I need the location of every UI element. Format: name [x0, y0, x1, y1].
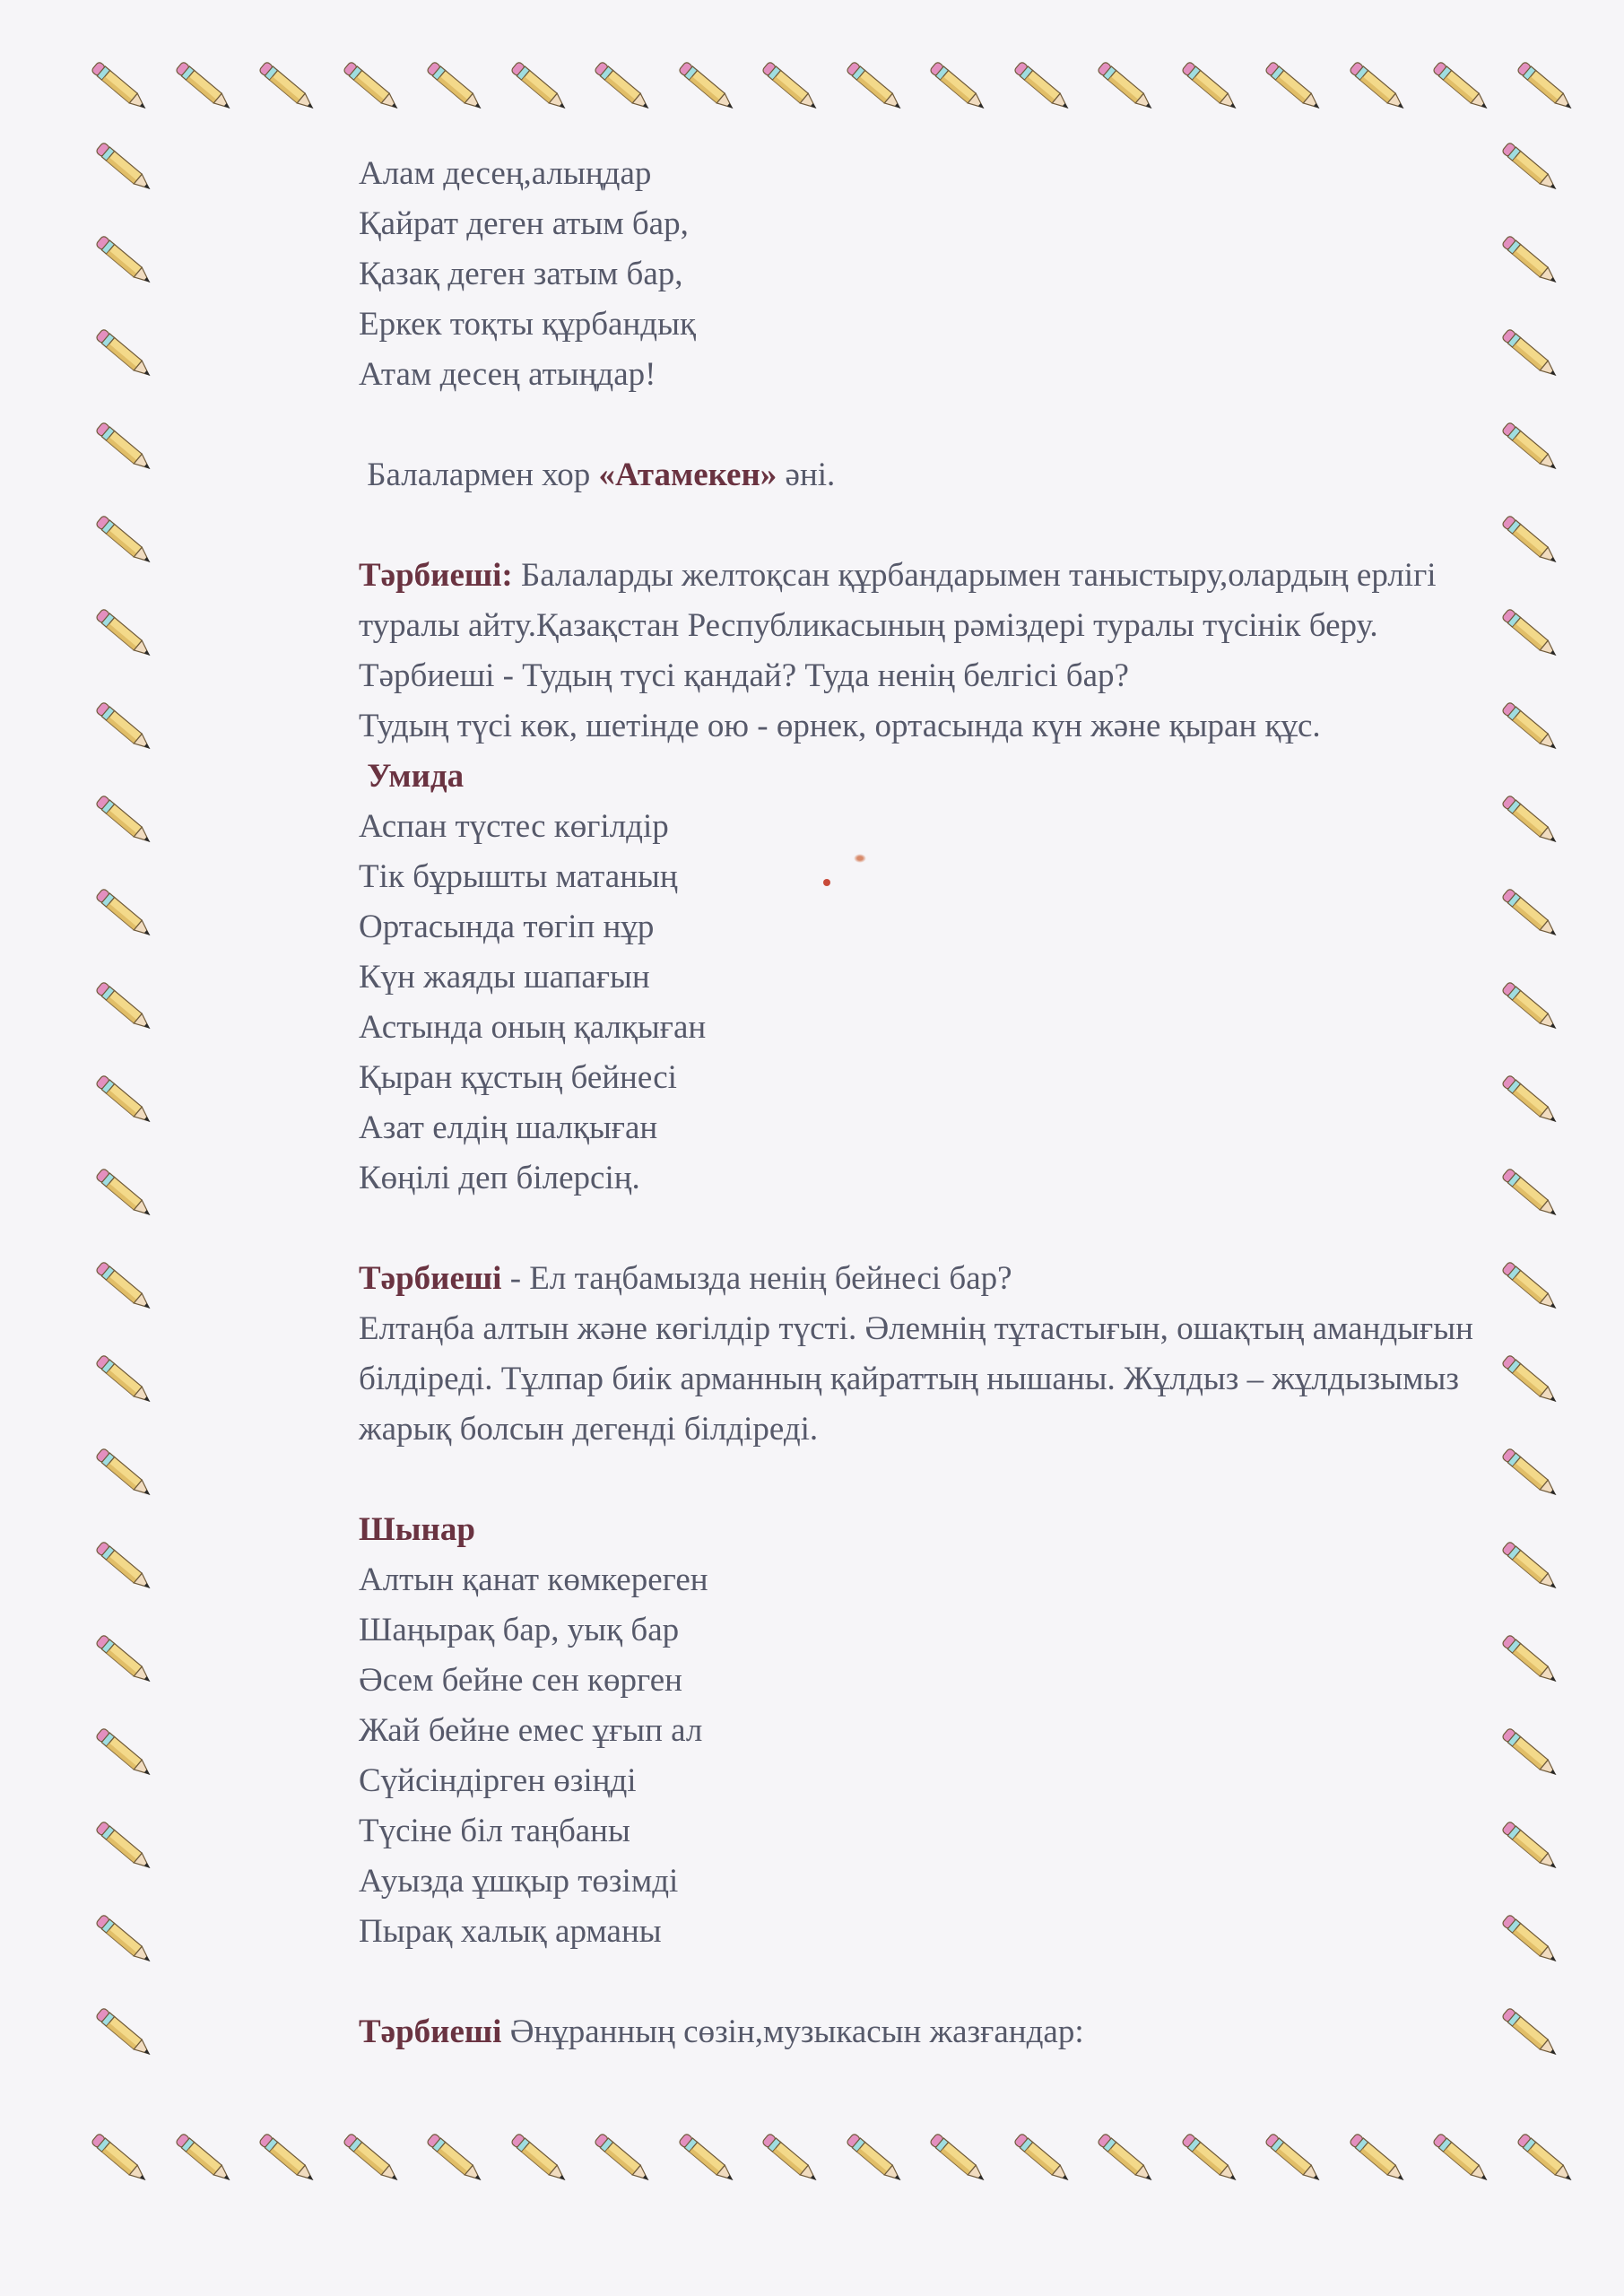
pencil-icon: [90, 1345, 161, 1417]
pencil-icon: [90, 879, 161, 951]
pencil-icon: [337, 52, 409, 124]
speaker-label: Тәрбиеші: [359, 2013, 502, 2050]
verse-line: Шаңырақ бар, уық бар: [359, 1612, 680, 1648]
pencil-icon: [337, 2124, 409, 2196]
verse-line: Аспан түстес көгілдір: [359, 808, 669, 845]
pencil-icon: [924, 52, 995, 124]
pencil-icon: [1427, 2124, 1498, 2196]
pencil-icon: [90, 1252, 161, 1324]
verse-line: Алам десең,алыңдар: [359, 155, 652, 192]
pencil-icon: [90, 1159, 161, 1231]
pencil-icon: [90, 1812, 161, 1883]
flag-answer: Тудың түсі көк, шетінде ою - өрнек, ортасында күн және қыран құс.: [359, 708, 1321, 744]
verse-line: Тік бұрышты матаның: [359, 858, 678, 895]
pencil-icon: [90, 1439, 161, 1510]
verse-line: Ауызда ұшқыр төзімді: [359, 1863, 679, 1900]
pencil-icon: [90, 226, 161, 298]
pencil-icon: [1511, 2124, 1583, 2196]
pencil-icon: [90, 972, 161, 1044]
verse-3: [359, 1555, 1515, 1957]
pencil-icon: [90, 1625, 161, 1697]
verse-line: Көңілі деп білерсің.: [359, 1160, 640, 1196]
pencil-icon: [421, 2124, 492, 2196]
anthem-line-text: Әнұранның сөзін,музыкасын жазғандар:: [501, 2013, 1084, 2050]
verse-line: Түсіне біл таңбаны: [359, 1813, 630, 1849]
verse-line: Әсем бейне сен көрген: [359, 1662, 682, 1699]
pencil-icon: [90, 692, 161, 764]
emblem-answer: Елтаңба алтын және көгілдір түсті. Әлемнің тұтастығын, ошақтың амандығын білдіреді. Тұлпар биік арманның қайраттың нышаны. Жұлдыз – жұлдызымыз жарық болсын дегенді білдіреді.: [359, 1310, 1473, 1448]
verse-line: Атам десең атыңдар!: [359, 356, 656, 393]
pencil-icon: [840, 2124, 912, 2196]
emblem-question: [359, 1254, 1515, 1304]
verse-2: [359, 802, 1515, 1204]
pencil-icon: [90, 1065, 161, 1137]
pencil-icon: [90, 786, 161, 857]
teacher-intro-text: Балаларды желтоқсан құрбандарымен таныстыру,олардың ерлігі туралы айту.Қазақстан Республикасының рәміздері туралы түсінік беру.: [359, 557, 1437, 644]
pencil-icon: [253, 2124, 325, 2196]
speaker-label: Шынар: [359, 1511, 475, 1548]
pencil-icon: [1259, 2124, 1331, 2196]
pencil-icon: [1008, 2124, 1080, 2196]
pencil-icon: [85, 52, 157, 124]
pencil-icon: [90, 1718, 161, 1790]
pencil-icon: [673, 2124, 744, 2196]
pencil-icon: [1091, 52, 1163, 124]
speaker-label: Умида: [359, 758, 465, 795]
pencil-icon: [756, 52, 828, 124]
pencil-icon: [588, 2124, 660, 2196]
pencil-icon: [90, 506, 161, 578]
verse-line: Ортасында төгіп нұр: [359, 909, 655, 945]
pencil-icon: [90, 1998, 161, 2070]
pencil-icon: [1343, 2124, 1415, 2196]
pencil-icon: [90, 413, 161, 484]
verse-line: Алтын қанат көмкереген: [359, 1561, 708, 1598]
emblem-question-text: - Ел таңбамызда ненің бейнесі бар?: [501, 1260, 1012, 1297]
pencil-icon: [1008, 52, 1080, 124]
pencil-icon: [169, 2124, 241, 2196]
pencil-icon: [588, 52, 660, 124]
pencil-icon: [85, 2124, 157, 2196]
anthem-line: [359, 2007, 1515, 2057]
verse-1: [359, 149, 1515, 400]
pencil-icon: [673, 52, 744, 124]
pencil-icon: [1259, 52, 1331, 124]
pencil-icon: [90, 1532, 161, 1604]
pencil-icon: [90, 133, 161, 204]
pencil-icon: [1176, 52, 1247, 124]
verse-line: Күн жаяды шапағын: [359, 959, 650, 996]
verse-line: Қайрат деген атым бар,: [359, 205, 689, 242]
pencil-icon: [924, 2124, 995, 2196]
pencil-icon: [90, 1905, 161, 1977]
choir-line: [359, 450, 1515, 500]
pencil-icon: [421, 52, 492, 124]
song-title: «Атамекен»: [598, 457, 777, 493]
verse-line: Сүйсіндірген өзіңді: [359, 1762, 637, 1799]
pencil-icon: [505, 2124, 577, 2196]
choir-suffix: әні.: [777, 457, 836, 493]
pencil-icon: [253, 52, 325, 124]
pencil-icon: [169, 52, 241, 124]
verse-line: Еркек тоқты құрбандық: [359, 306, 696, 343]
verse-line: Астында оның қалқыған: [359, 1009, 707, 1046]
pencil-icon: [90, 599, 161, 671]
teacher-intro: [359, 551, 1515, 651]
verse-line: Қазақ деген затым бар,: [359, 256, 683, 292]
pencil-icon: [1343, 52, 1415, 124]
pencil-icon: [756, 2124, 828, 2196]
pencil-icon: [1511, 52, 1583, 124]
pencil-icon: [1427, 52, 1498, 124]
pencil-icon: [1091, 2124, 1163, 2196]
verse-line: Қыран құстың бейнесі: [359, 1059, 677, 1096]
document-body: [359, 149, 1515, 2057]
pencil-icon: [840, 52, 912, 124]
verse-line: Жай бейне емес ұғып ал: [359, 1712, 703, 1749]
speaker-label: Тәрбиеші: [359, 1260, 502, 1297]
choir-prefix: Балалармен хор: [359, 457, 599, 493]
pencil-icon: [90, 319, 161, 391]
pencil-icon: [505, 52, 577, 124]
verse-line: Азат елдің шалқыған: [359, 1109, 658, 1146]
flag-question: Тәрбиеші - Тудың түсі қандай? Туда ненің белгісі бар?: [359, 657, 1129, 694]
pencil-icon: [1176, 2124, 1247, 2196]
speaker-label: Тәрбиеші:: [359, 557, 513, 594]
verse-line: Пырақ халық арманы: [359, 1913, 662, 1950]
